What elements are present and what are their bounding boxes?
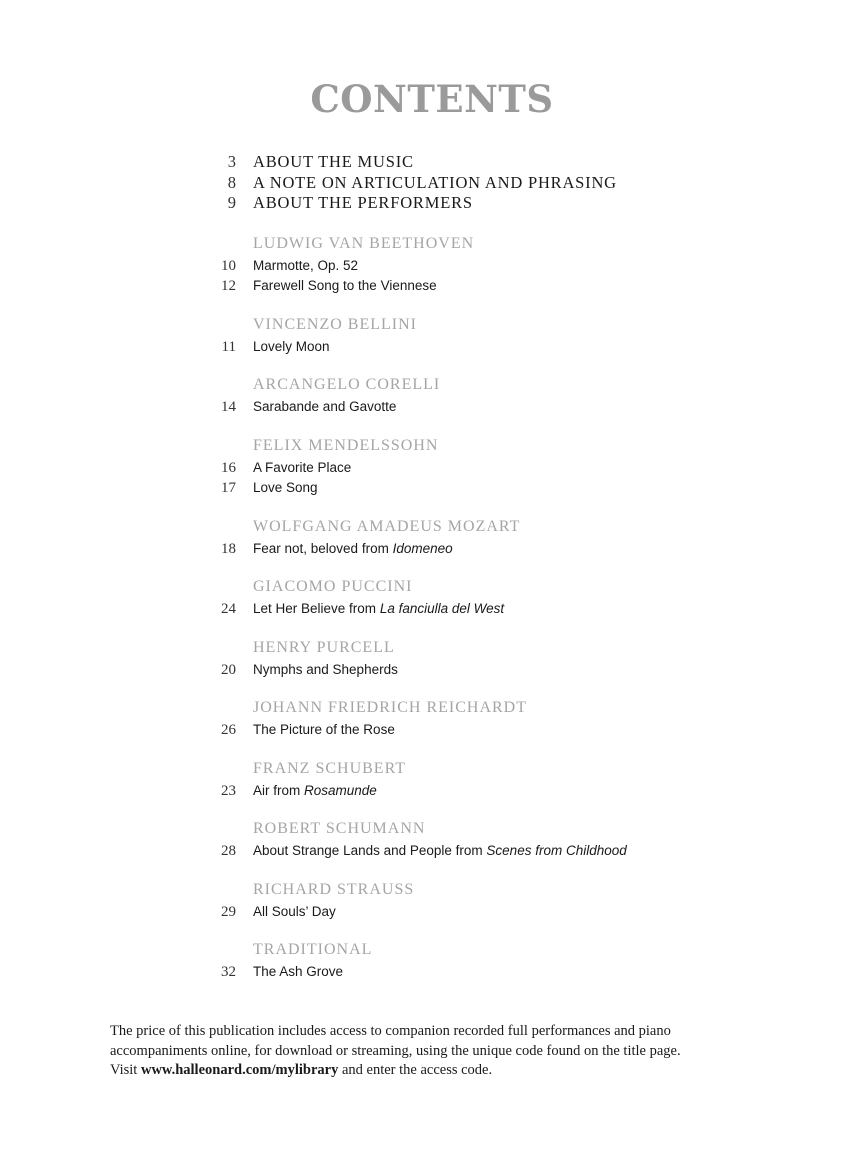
toc-entry-about-music[interactable] [200, 152, 760, 173]
composer-name: FRANZ SCHUBERT [253, 759, 407, 777]
toc-entry-piece[interactable] [200, 660, 760, 681]
composer-name: JOHANN FRIEDRICH REICHARDT [253, 699, 528, 716]
toc-entry-piece[interactable] [200, 256, 760, 277]
front-matter-list [200, 152, 760, 214]
entry-label: ABOUT THE PERFORMERS [253, 193, 473, 212]
toc-entry-piece[interactable] [200, 781, 760, 802]
toc-entry-piece[interactable] [200, 458, 760, 479]
toc-entry-piece[interactable] [200, 276, 760, 297]
footer-access-note [110, 1022, 790, 1081]
composer-group-reichardt [200, 698, 760, 741]
toc-entry-piece[interactable] [200, 337, 760, 358]
piece-title: Sarabande and Gavotte [253, 399, 397, 414]
piece-title: Love Song [253, 480, 318, 495]
footer-line: accompaniments online, for download or streaming, using the unique code found on the title page. [110, 1042, 681, 1059]
toc-entry-piece[interactable] [200, 397, 760, 418]
composer-group-mendelssohn [200, 436, 760, 499]
page-number: 20 [221, 661, 236, 678]
table-of-contents [200, 152, 760, 1001]
page-title: CONTENTS [310, 77, 554, 121]
page-number: 29 [221, 903, 236, 920]
composer-group-bellini [200, 315, 760, 358]
page-number: 16 [221, 459, 236, 476]
piece-title: Nymphs and Shepherds [253, 661, 398, 677]
composer-name: RICHARD STRAUSS [253, 880, 415, 898]
piece-title: Fear not, beloved from Idomeneo [253, 540, 453, 556]
piece-title: A Favorite Place [253, 459, 352, 475]
page-number: 26 [221, 722, 236, 738]
toc-entry-piece[interactable] [200, 599, 760, 620]
composer-group-strauss [200, 880, 760, 923]
library-url-link[interactable]: www.halleonard.com/mylibrary [140, 1062, 339, 1078]
composer-name: TRADITIONAL [253, 941, 373, 958]
composer-group-corelli [200, 375, 760, 418]
composer-group-puccini [200, 577, 760, 620]
toc-entry-about-performers[interactable] [200, 193, 760, 214]
page-number: 32 [221, 964, 236, 980]
footer-line: Visit www.halleonard.com/mylibrary and enter the access code. [110, 1062, 493, 1078]
page-number: 28 [221, 843, 236, 859]
composer-group-traditional [200, 940, 760, 983]
composer-name: LUDWIG VAN BEETHOVEN [253, 234, 475, 252]
toc-entry-piece[interactable] [200, 539, 760, 560]
page-number: 9 [227, 193, 236, 212]
composer-group-purcell [200, 638, 760, 681]
composer-name: HENRY PURCELL [253, 638, 395, 656]
composer-name: WOLFGANG AMADEUS MOZART [253, 517, 521, 535]
toc-entry-piece[interactable] [200, 902, 760, 923]
piece-title: Air from Rosamunde [253, 782, 377, 798]
composer-name: ROBERT SCHUMANN [253, 820, 426, 837]
composer-name: ARCANGELO CORELLI [253, 376, 441, 393]
toc-entry-articulation-note[interactable] [200, 173, 760, 194]
piece-title: Farewell Song to the Viennese [253, 278, 437, 293]
composer-name: VINCENZO BELLINI [253, 315, 417, 333]
page-number: 23 [221, 782, 236, 799]
composer-group-schumann [200, 819, 760, 862]
toc-entry-piece[interactable] [200, 962, 760, 983]
toc-entry-piece[interactable] [200, 720, 760, 741]
piece-title: Let Her Believe from La fanciulla del West [253, 601, 505, 616]
page-number: 17 [221, 480, 236, 496]
composer-name: FELIX MENDELSSOHN [253, 436, 439, 454]
piece-title: Lovely Moon [253, 338, 330, 354]
piece-title: Marmotte, Op. 52 [253, 257, 359, 273]
footer-line: The price of this publication includes access to companion recorded full performances and piano [110, 1023, 671, 1039]
page-number: 8 [227, 172, 236, 192]
page-number: 10 [221, 257, 236, 274]
piece-title: The Ash Grove [253, 964, 344, 979]
composer-group-schubert [200, 759, 760, 802]
page-number: 3 [227, 152, 236, 171]
piece-title: All Souls’ Day [253, 903, 336, 919]
composer-group-mozart [200, 517, 760, 560]
page-number: 11 [221, 338, 236, 355]
composer-name: GIACOMO PUCCINI [253, 578, 413, 595]
page-number: 18 [221, 540, 236, 557]
composer-group-beethoven [200, 234, 760, 297]
piece-title: About Strange Lands and People from Scenes from Childhood [253, 843, 627, 858]
page-number: 24 [221, 601, 236, 617]
toc-entry-piece[interactable] [200, 841, 760, 862]
entry-label: A NOTE ON ARTICULATION AND PHRASING [253, 172, 617, 192]
page-number: 14 [221, 399, 236, 415]
page-number: 12 [221, 278, 236, 294]
piece-title: The Picture of the Rose [253, 722, 395, 737]
entry-label: ABOUT THE MUSIC [253, 152, 414, 171]
toc-entry-piece[interactable] [200, 478, 760, 499]
